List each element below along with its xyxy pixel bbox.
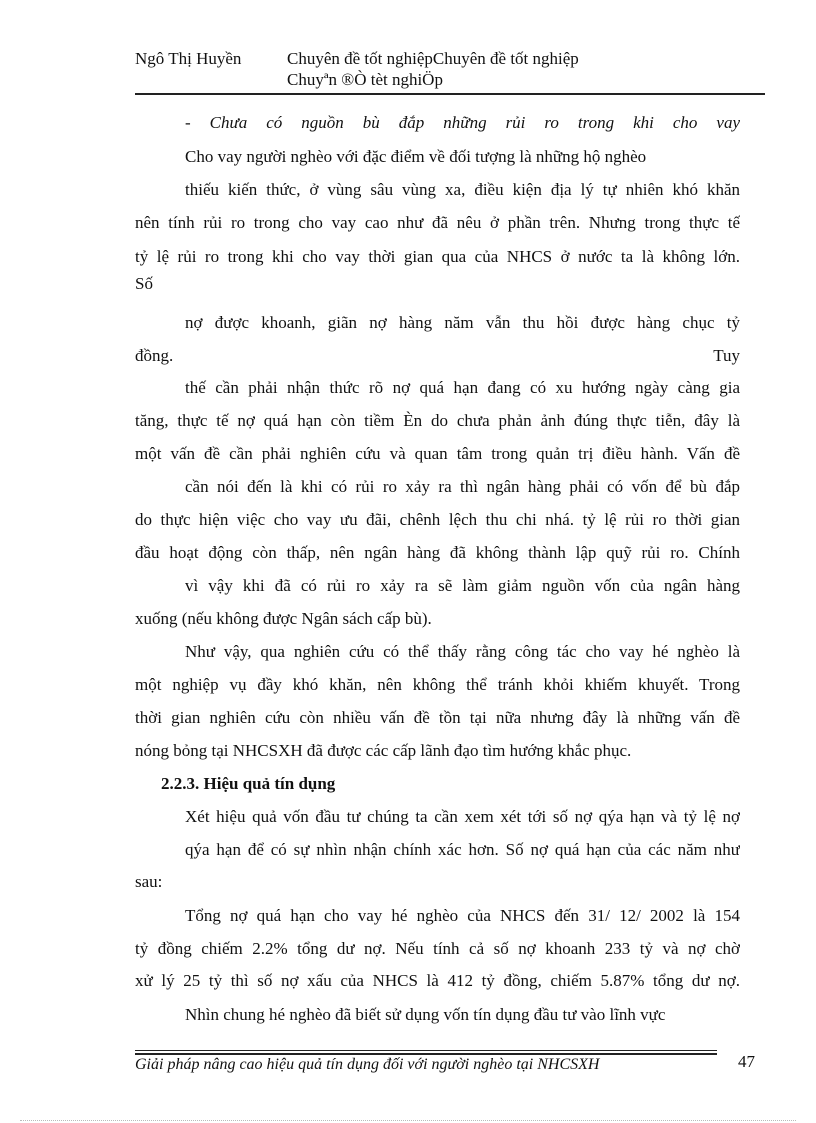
- text-line: sau:: [135, 872, 163, 891]
- text-line: qýa hạn để có sự nhìn nhận chính xác hơn. Số nợ quá hạn của các năm như: [185, 840, 740, 859]
- text-line: đồng.: [135, 346, 174, 365]
- page-number: 47: [738, 1052, 755, 1071]
- page-edge-divider: [20, 1120, 796, 1121]
- section-heading: 2.2.3. Hiệu quả tín dụng: [161, 774, 336, 793]
- text-line: Tổng nợ quá hạn cho vay hé nghèo của NHCS đến 31/ 12/ 2002 là 154: [185, 906, 740, 925]
- header-rule: [135, 93, 765, 95]
- text-line: cần nói đến là khi có rủi ro xảy ra thì ngân hàng phải có vốn để bù đắp: [185, 477, 740, 496]
- header-title-line-1: Chuyên đề tốt nghiệpChuyên đề tốt nghiệp: [287, 49, 579, 68]
- text-line: tăng, thực tế nợ quá hạn còn tiềm Èn do chưa phản ảnh đúng thực tiễn, đây là: [135, 411, 740, 430]
- text-line: nợ được khoanh, giãn nợ hàng năm vẫn thu hồi được hàng chục tỷ: [185, 313, 740, 332]
- text-line: Tuy: [713, 346, 740, 365]
- text-line: Cho vay người nghèo với đặc điểm về đối tượng là những hộ nghèo: [185, 147, 647, 166]
- header-title-line-2: Chuyªn ®Ò tèt nghiÖp: [287, 70, 443, 89]
- text-line: nóng bỏng tại NHCSXH đã được các cấp lãnh đạo tìm hướng khắc phục.: [135, 741, 632, 760]
- text-line: xuống (nếu không được Ngân sách cấp bù).: [135, 609, 432, 628]
- text-line: tỷ đồng chiếm 2.2% tổng dư nợ. Nếu tính cả số nợ khoanh 233 tỷ và nợ chờ: [135, 939, 740, 958]
- text-line: thiếu kiến thức, ở vùng sâu vùng xa, điều kiện địa lý tự nhiên khó khăn: [185, 180, 740, 199]
- text-line: vì vậy khi đã có rủi ro xảy ra sẽ làm giảm nguồn vốn của ngân hàng: [185, 576, 740, 595]
- text-line: đầu hoạt động còn thấp, nên ngân hàng đã không thành lập quỹ rủi ro. Chính: [135, 543, 740, 562]
- text-line: thời gian nghiên cứu còn nhiều vấn đề tồn tại nữa nhưng đây là những vấn đề: [135, 708, 740, 727]
- text-line: một vấn đề cần phải nghiên cứu và quan tâm trong quản trị điều hành. Vấn đề: [135, 444, 740, 463]
- text-line: do thực hiện việc cho vay ưu đãi, chênh lệch thu chi nhá. tỷ lệ rủi ro thời gian: [135, 510, 740, 529]
- text-line: xử lý 25 tỷ thì số nợ xấu của NHCS là 412 tỷ đồng, chiếm 5.87% tổng dư nợ.: [135, 971, 740, 990]
- text-line: Số: [135, 274, 153, 293]
- header-author: Ngô Thị Huyền: [135, 49, 242, 68]
- text-line: Xét hiệu quả vốn đầu tư chúng ta cần xem xét tới số nợ qýa hạn và tỷ lệ nợ: [185, 807, 740, 826]
- text-line: thế cần phải nhận thức rõ nợ quá hạn đang có xu hướng ngày càng gia: [185, 378, 740, 397]
- bullet-line: - Chưa có nguồn bù đắp những rủi ro trong khi cho vay: [185, 113, 740, 132]
- text-line: nên tính rủi ro trong cho vay cao như đã nêu ở phần trên. Nhưng trong thực tế: [135, 213, 740, 232]
- footer-rule: [135, 1053, 717, 1055]
- text-line: một nghiệp vụ đầy khó khăn, nên không thể tránh khỏi khiếm khuyết. Trong: [135, 675, 740, 694]
- footer-title: Giải pháp nâng cao hiệu quả tín dụng đối với người nghèo tại NHCSXH: [135, 1056, 600, 1073]
- text-line: Như vậy, qua nghiên cứu có thể thấy rằng công tác cho vay hé nghèo là: [185, 642, 740, 661]
- text-line: Nhìn chung hé nghèo đã biết sử dụng vốn tín dụng đầu tư vào lĩnh vực: [185, 1005, 666, 1024]
- text-line: tỷ lệ rủi ro trong khi cho vay thời gian qua của NHCS ở nước ta là không lớn.: [135, 247, 740, 266]
- footer-rule: [135, 1050, 717, 1051]
